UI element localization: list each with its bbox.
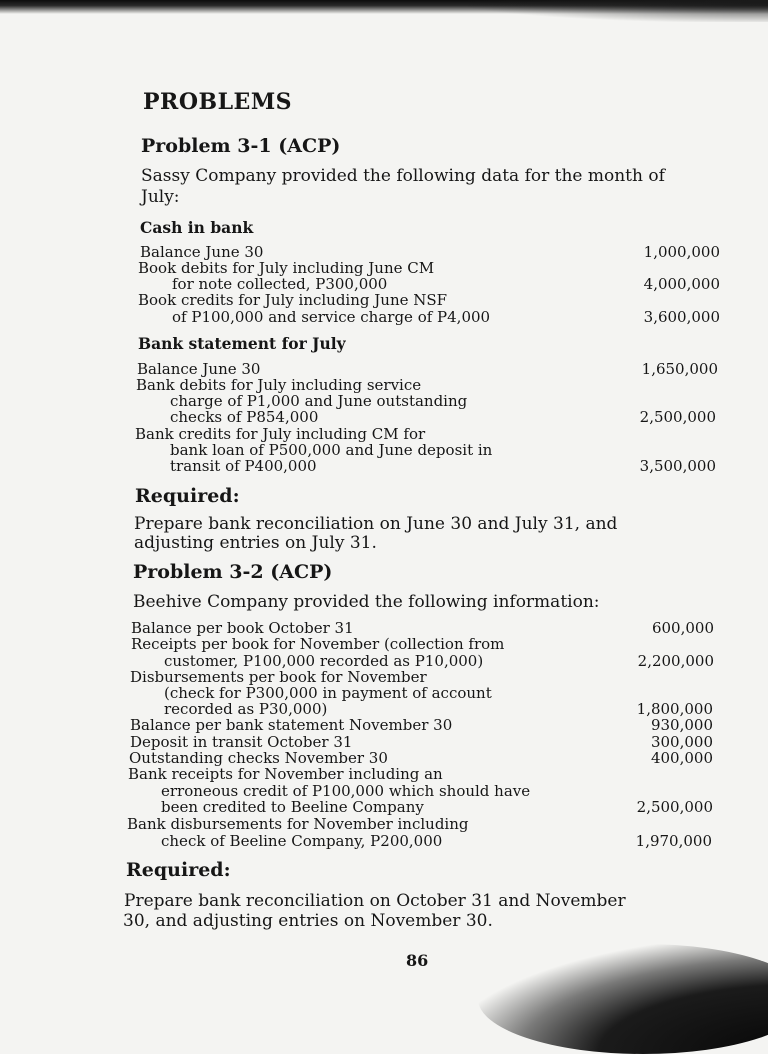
table-row-label: customer, P100,000 recorded as P10,000) [164, 652, 484, 670]
problem-2-required-label: Required: [126, 859, 231, 881]
table-row-label: checks of P854,000 [170, 408, 319, 426]
section-heading: PROBLEMS [143, 89, 293, 115]
table-row-amount: 3,600,000 [643, 308, 720, 326]
problem-2-required-line1: Prepare bank reconciliation on October 31 and November [124, 891, 626, 911]
table-row-label: Bank receipts for November including an [128, 765, 443, 783]
problem-1-required-line2: adjusting entries on July 31. [134, 533, 377, 553]
table-row-label: Book debits for July including June CM [138, 259, 435, 277]
table-row-label: been credited to Beeline Company [161, 798, 424, 816]
table-row-label: Balance June 30 [140, 243, 264, 261]
table-row-amount: 600,000 [651, 619, 714, 637]
table-row-label: (check for P300,000 in payment of account [164, 684, 492, 702]
table-row-amount: 3,500,000 [639, 457, 716, 475]
problem-1-title: Problem 3-1 (ACP) [141, 135, 341, 157]
table-row-amount: 2,500,000 [639, 408, 716, 426]
table-row-label: Bank disbursements for November including [127, 815, 469, 833]
table-row-label: transit of P400,000 [170, 457, 317, 475]
table-row-amount: 1,970,000 [635, 832, 712, 850]
table-row-label: Book credits for July including June NSF [138, 291, 448, 309]
table-row-label: Deposit in transit October 31 [130, 733, 353, 751]
table-row-label: erroneous credit of P100,000 which should have [161, 782, 531, 800]
table-row-amount: 1,000,000 [643, 243, 720, 261]
problem-2-required-line2: 30, and adjusting entries on November 30. [123, 911, 493, 931]
table-row-label: Balance per bank statement November 30 [130, 716, 453, 734]
problem-1-intro-line2: July: [141, 187, 180, 207]
table-row-label: of P100,000 and service charge of P4,000 [172, 308, 491, 326]
table-row-label: Balance June 30 [137, 360, 261, 378]
table-row-amount: 930,000 [650, 716, 713, 734]
problem-1-required-line1: Prepare bank reconciliation on June 30 and July 31, and [134, 514, 618, 534]
table-row-label: Receipts per book for November (collection from [131, 635, 505, 653]
table-row-amount: 1,800,000 [636, 700, 713, 718]
table-row-amount: 4,000,000 [643, 275, 720, 293]
bank-statement-label: Bank statement for July [138, 334, 346, 353]
table-row-amount: 1,650,000 [641, 360, 718, 378]
table-row-label: Balance per book October 31 [131, 619, 354, 637]
scan-corner-shadow [478, 944, 768, 1054]
table-row-label: Bank debits for July including service [136, 376, 422, 394]
table-row-amount: 2,200,000 [637, 652, 714, 670]
table-row-label: for note collected, P300,000 [172, 275, 388, 293]
table-row-amount: 400,000 [650, 749, 713, 767]
problem-1-required-label: Required: [135, 485, 240, 507]
problem-2-intro: Beehive Company provided the following information: [133, 592, 600, 612]
table-row-label: recorded as P30,000) [164, 700, 328, 718]
table-row-label: charge of P1,000 and June outstanding [170, 392, 468, 410]
table-row-label: bank loan of P500,000 and June deposit in [170, 441, 493, 459]
table-row-label: check of Beeline Company, P200,000 [161, 832, 443, 850]
table-row-label: Disbursements per book for November [130, 668, 427, 686]
table-row-amount: 2,500,000 [636, 798, 713, 816]
table-row-label: Bank credits for July including CM for [135, 425, 426, 443]
problem-2-title: Problem 3-2 (ACP) [133, 561, 333, 583]
problem-1-intro-line1: Sassy Company provided the following data for the month of [141, 166, 665, 186]
cash-in-bank-label: Cash in bank [140, 218, 254, 237]
page-number: 86 [406, 951, 429, 970]
table-row-label: Outstanding checks November 30 [129, 749, 388, 767]
table-row-amount: 300,000 [650, 733, 713, 751]
